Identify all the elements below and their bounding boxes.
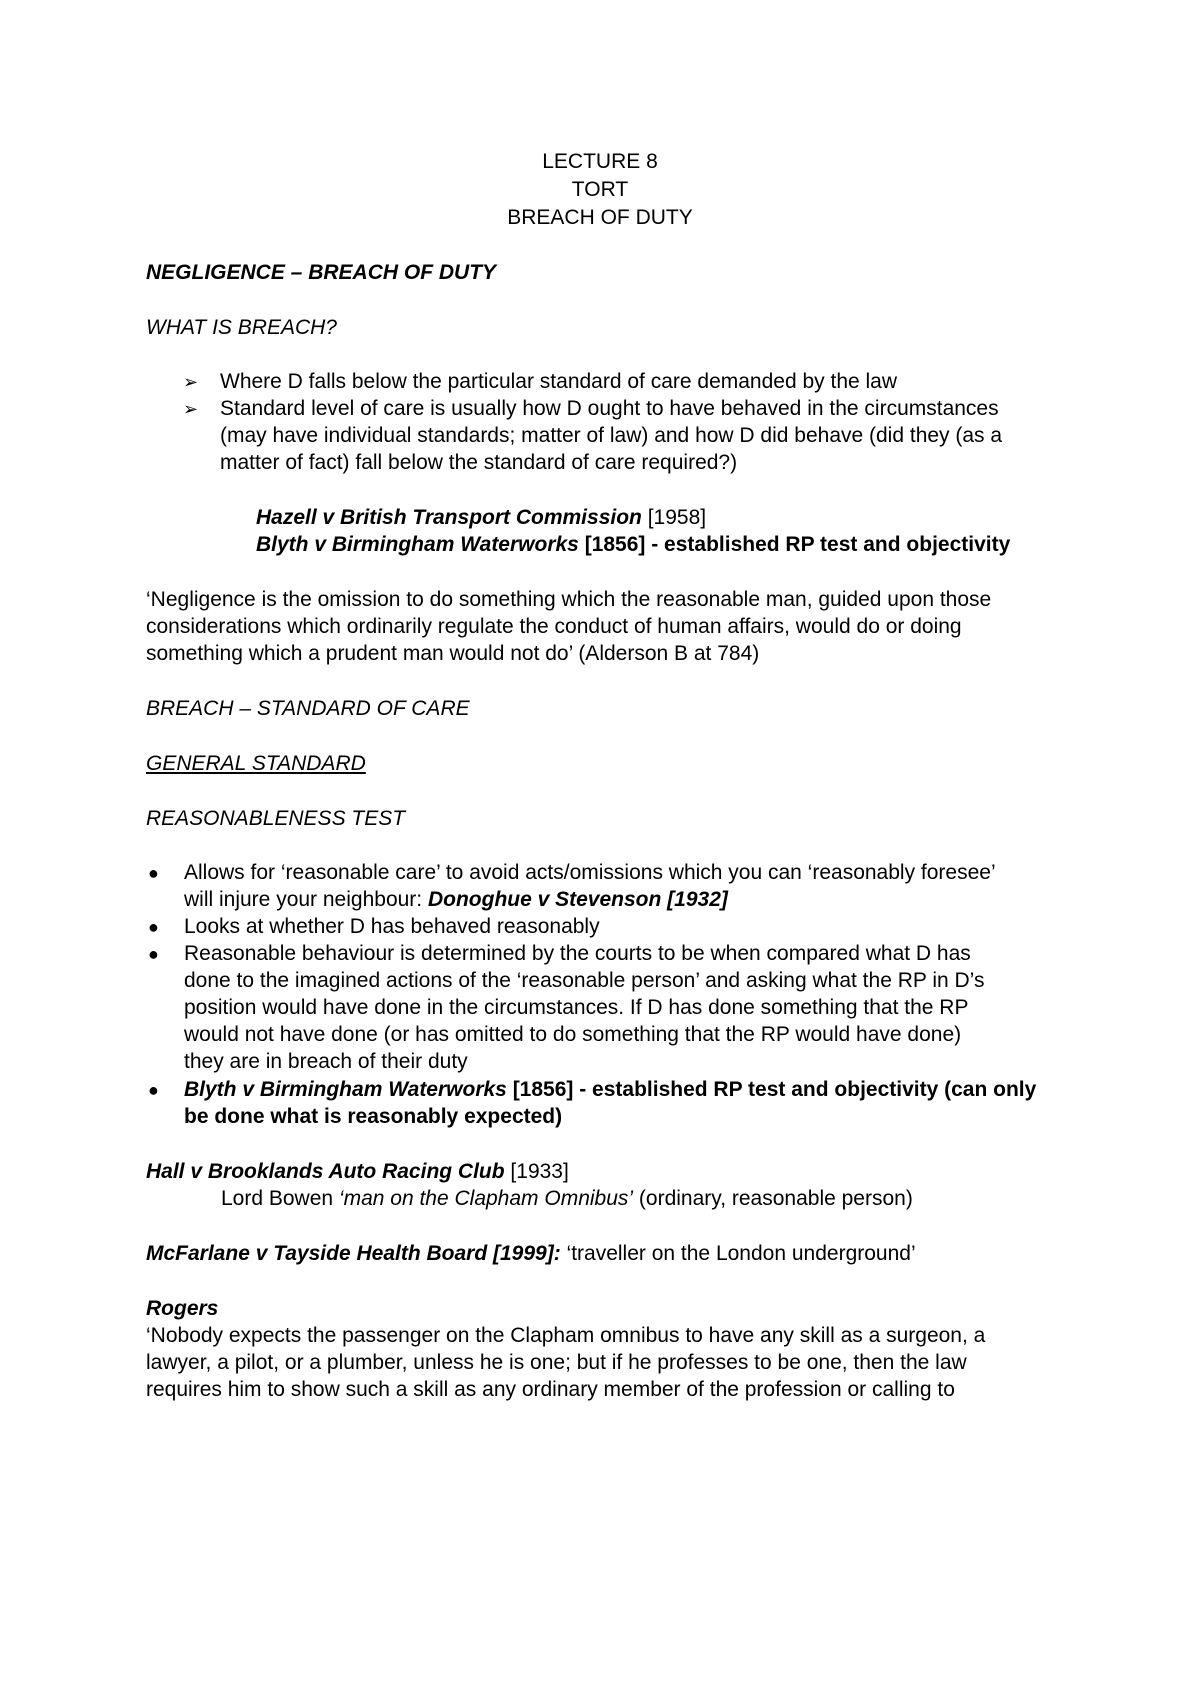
case-quote: ‘traveller on the London underground’ — [560, 1242, 916, 1265]
judge-name: Lord Bowen — [221, 1187, 339, 1210]
case-hazell — [256, 503, 706, 533]
topic-title: BREACH OF DUTY — [507, 206, 693, 229]
reasonable-bullet-3-cont: position would have done in the circumstances. If D has done something that the RP — [184, 996, 969, 1019]
reasonable-bullet-4-cont: be done what is reasonably expected) — [184, 1105, 563, 1128]
case-name: Blyth v Birmingham Waterworks — [184, 1078, 507, 1101]
section-heading-negligence: NEGLIGENCE – BREACH OF DUTY — [146, 261, 497, 284]
dot-bullet-icon: ● — [148, 944, 159, 964]
breach-bullet-2-cont: matter of fact) fall below the standard of care required?) — [220, 451, 738, 474]
case-name: Hazell v British Transport Commission — [256, 506, 642, 529]
case-mcfarlane — [146, 1239, 916, 1269]
quote-line: ‘Negligence is the omission to do something which the reasonable man, guided upon those — [146, 588, 992, 611]
rogers-quote-line: lawyer, a pilot, or a plumber, unless he is one; but if he professes to be one, then the law — [146, 1351, 967, 1374]
case-hall — [146, 1157, 569, 1187]
lecture-number: LECTURE 8 — [542, 150, 658, 173]
subheading-general-standard: GENERAL STANDARD — [146, 752, 366, 775]
case-year: [1958] — [641, 506, 707, 529]
case-name: McFarlane v Tayside Health Board [1999]: — [146, 1242, 561, 1265]
case-rogers-heading: Rogers — [146, 1297, 219, 1320]
reasonable-bullet-4 — [184, 1075, 1036, 1105]
reasonable-bullet-3: Reasonable behaviour is determined by the courts to be when compared what D has — [184, 942, 971, 965]
case-name: Donoghue v Stevenson [1932] — [427, 888, 728, 911]
dot-bullet-icon: ● — [148, 863, 159, 883]
reasonable-bullet-1: Allows for ‘reasonable care’ to avoid acts/omissions which you can ‘reasonably foresee’ — [184, 861, 996, 884]
hall-note — [221, 1184, 913, 1214]
reasonable-bullet-3-cont: would not have done (or has omitted to do something that the RP would have done) — [184, 1023, 962, 1046]
breach-bullet-2-cont: (may have individual standards; matter of law) and how D did behave (did they (as a — [220, 424, 1003, 447]
breach-bullet-2: Standard level of care is usually how D ought to have behaved in the circumstances — [220, 397, 999, 420]
rogers-quote-line: requires him to show such a skill as any ordinary member of the profession or calling to — [146, 1378, 955, 1401]
case-blyth — [256, 530, 1010, 560]
reasonable-bullet-3-cont: done to the imagined actions of the ‘reasonable person’ and asking what the RP in D’s — [184, 969, 985, 992]
bullet-text: will injure your neighbour: — [184, 888, 428, 911]
case-note: [1856] - established RP test and objectivity (can only — [506, 1078, 1037, 1101]
quote-line: considerations which ordinarily regulate the conduct of human affairs, would do or doing — [146, 615, 962, 638]
arrow-bullet-icon: ➢ — [183, 399, 199, 419]
case-year: [1933] — [504, 1160, 569, 1183]
subject-title: TORT — [571, 178, 629, 201]
dot-bullet-icon: ● — [148, 1080, 159, 1100]
rogers-quote-line: ‘Nobody expects the passenger on the Clapham omnibus to have any skill as a surgeon, a — [146, 1324, 986, 1347]
reasonable-bullet-2: Looks at whether D has behaved reasonably — [184, 915, 600, 938]
dot-bullet-icon: ● — [148, 917, 159, 937]
quote-phrase: ‘man on the Clapham Omnibus’ — [338, 1187, 634, 1210]
reasonable-bullet-1-cont — [184, 885, 728, 915]
quote-line: something which a prudent man would not do’ (Alderson B at 784) — [146, 642, 760, 665]
section-heading-standard-of-care: BREACH – STANDARD OF CARE — [146, 697, 470, 720]
reasonable-bullet-3-cont: they are in breach of their duty — [184, 1050, 468, 1073]
breach-bullet-1: Where D falls below the particular standard of care demanded by the law — [220, 370, 898, 393]
phrase-note: (ordinary, reasonable person) — [633, 1187, 913, 1210]
case-name: Blyth v Birmingham Waterworks — [256, 533, 579, 556]
arrow-bullet-icon: ➢ — [183, 372, 199, 392]
subheading-what-is-breach: WHAT IS BREACH? — [146, 316, 337, 339]
subheading-reasonableness-test: REASONABLENESS TEST — [146, 807, 406, 830]
case-name: Hall v Brooklands Auto Racing Club — [146, 1160, 505, 1183]
case-note: [1856] - established RP test and objectivity — [578, 533, 1011, 556]
